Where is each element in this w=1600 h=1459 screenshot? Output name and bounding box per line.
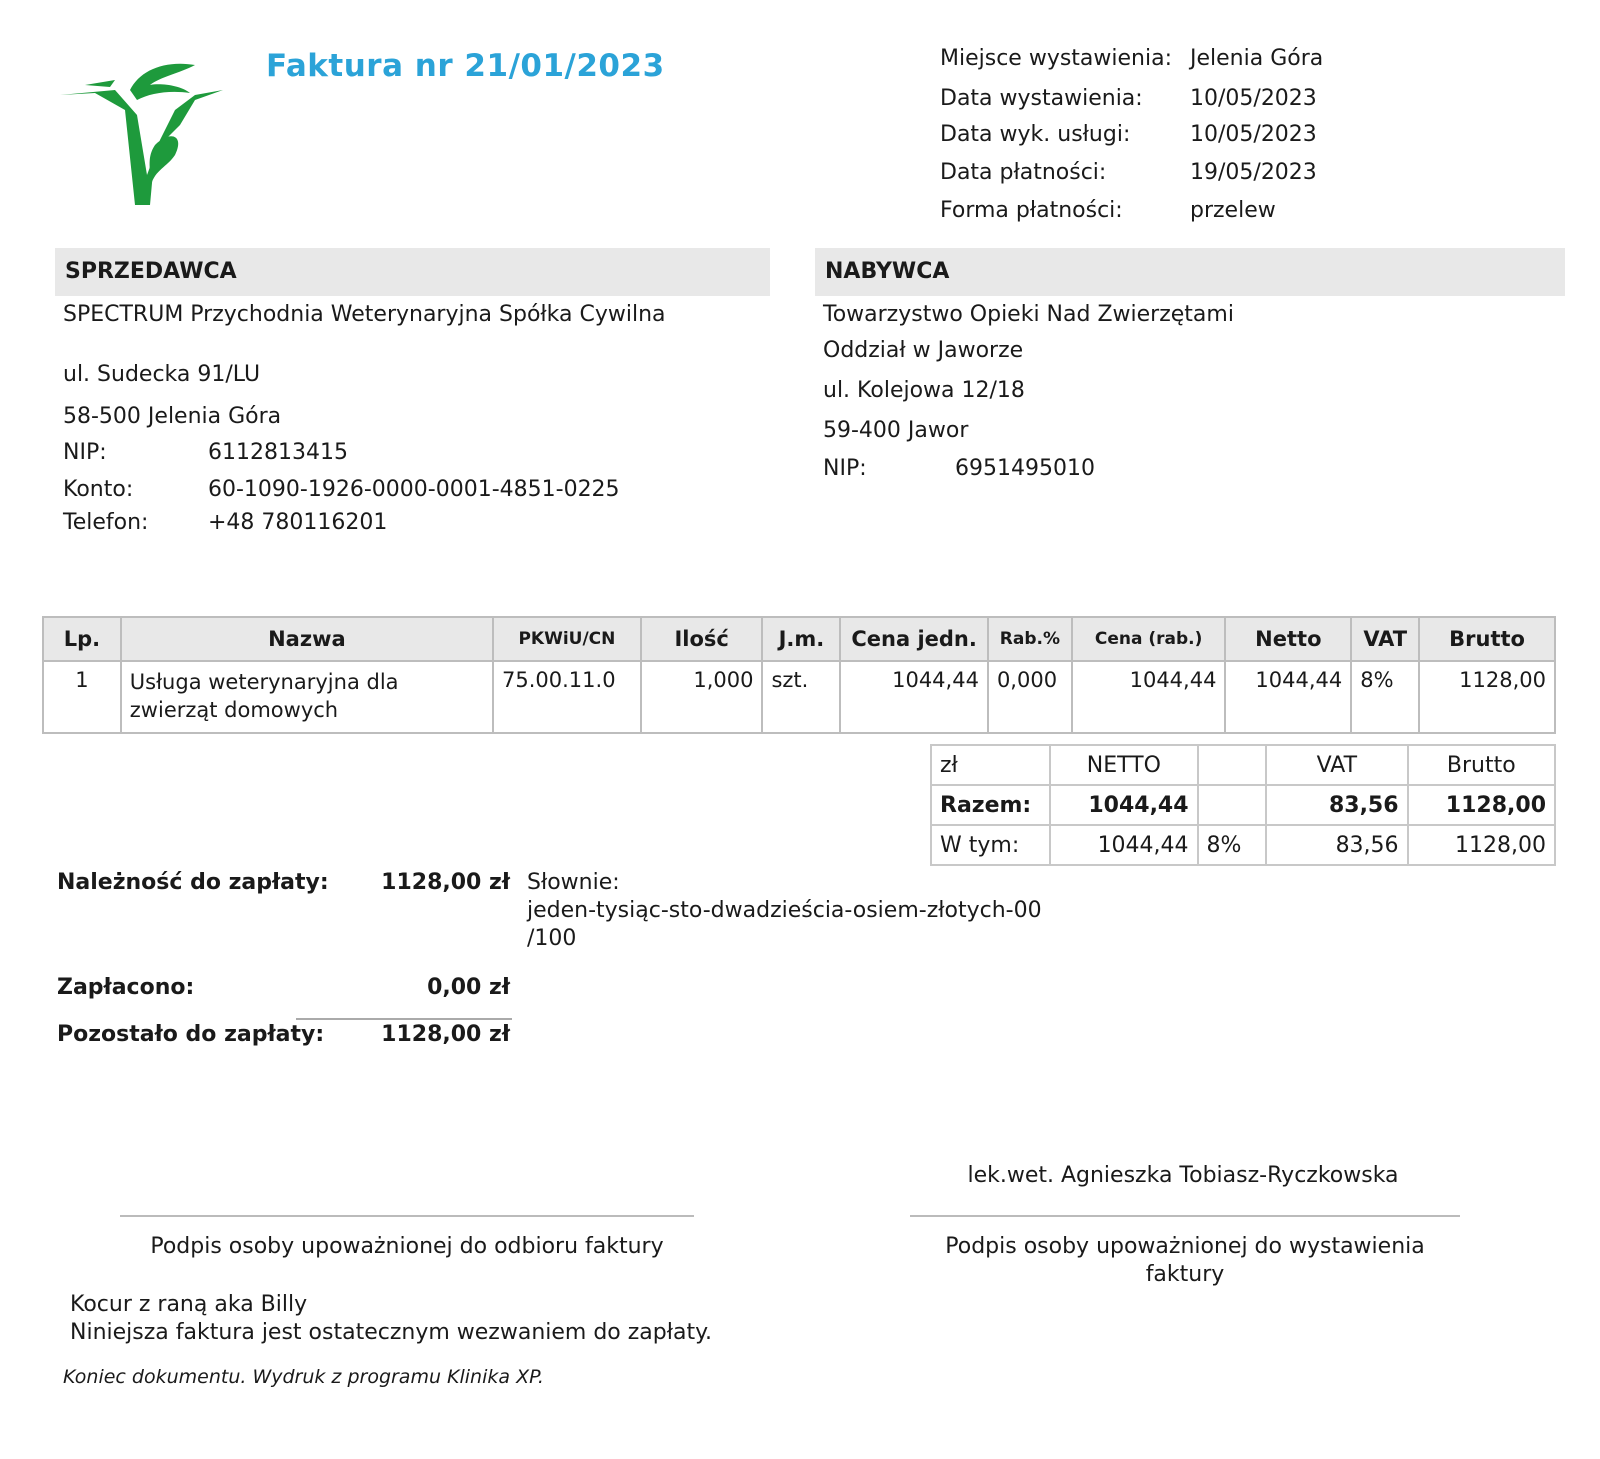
remaining-label: Pozostało do zapłaty:: [57, 1022, 325, 1047]
summary-total-row: [931, 785, 1555, 825]
issuer-signature-caption: faktury: [1145, 1262, 1225, 1287]
summary-razem-label: Razem:: [931, 785, 1050, 825]
issuer-signature-caption: Podpis osoby upoważnionej do wystawienia: [945, 1234, 1425, 1259]
paid-label: Zapłacono:: [57, 975, 195, 1000]
cell-nazwa-line: zwierząt domowych: [129, 698, 339, 722]
issuer-signature-line: [910, 1215, 1460, 1217]
document-footer: Koniec dokumentu. Wydruk z programu Klinika XP.: [63, 1366, 544, 1388]
cell-cena-rab: 1044,44: [1072, 661, 1226, 733]
buyer-street: ul. Kolejowa 12/18: [823, 378, 1025, 403]
cell-pkwiu: 75.00.11.0: [493, 661, 641, 733]
summary-header-row: [931, 745, 1555, 785]
meta-label: Miejsce wystawienia:: [940, 46, 1172, 71]
note-line: Kocur z raną aka Billy: [70, 1292, 308, 1317]
meta-value: przelew: [1190, 198, 1276, 223]
cell-netto: 1044,44: [1225, 661, 1351, 733]
buyer-city: 59-400 Jawor: [823, 418, 969, 443]
issuer-name: lek.wet. Agnieszka Tobiasz-Ryczkowska: [967, 1163, 1399, 1188]
paid-divider: [296, 1018, 512, 1020]
summary-wtym-vat: 83,56: [1266, 825, 1407, 865]
summary-wtym-rate: 8%: [1198, 825, 1267, 865]
summary-wtym-label: W tym:: [931, 825, 1050, 865]
cell-vat: 8%: [1351, 661, 1419, 733]
seller-city: 58-500 Jelenia Góra: [63, 404, 282, 429]
buyer-nip: 6951495010: [955, 456, 1095, 481]
receiver-signature-line: [120, 1215, 694, 1217]
cell-nazwa-line: Usługa weterynaryjna dla: [129, 670, 399, 694]
col-jm: J.m.: [762, 617, 840, 661]
seller-telefon: +48 780116201: [208, 510, 388, 535]
seller-header: SPRZEDAWCA: [55, 248, 770, 296]
remaining-value: 1128,00 zł: [381, 1022, 510, 1047]
seller-telefon-label: Telefon:: [63, 510, 149, 535]
col-cena-rab: Cena (rab.): [1072, 617, 1226, 661]
col-lp: Lp.: [43, 617, 121, 661]
cell-rab: 0,000: [988, 661, 1072, 733]
cell-cena: 1044,44: [840, 661, 988, 733]
cell-jm: szt.: [762, 661, 840, 733]
col-cena: Cena jedn.: [840, 617, 988, 661]
summary-h-rate: [1198, 745, 1267, 785]
meta-value: 10/05/2023: [1190, 86, 1317, 111]
col-netto: Netto: [1225, 617, 1351, 661]
summary-h-brutto: Brutto: [1408, 745, 1555, 785]
vat-summary-table: [930, 744, 1556, 866]
invoice-title: Faktura nr 21/01/2023: [266, 48, 665, 84]
col-nazwa: Nazwa: [121, 617, 493, 661]
table-row: [43, 661, 1555, 733]
summary-razem-vat: 83,56: [1266, 785, 1407, 825]
buyer-name: Towarzystwo Opieki Nad Zwierzętami: [823, 302, 1234, 327]
meta-label: Data płatności:: [940, 160, 1107, 185]
buyer-branch: Oddział w Jaworze: [823, 338, 1024, 363]
col-vat: VAT: [1351, 617, 1419, 661]
amount-words-line: jeden-tysiąc-sto-dwadzieścia-osiem-złotych-00: [527, 898, 1042, 923]
meta-value: 10/05/2023: [1190, 122, 1317, 147]
col-brutto: Brutto: [1419, 617, 1555, 661]
meta-label: Data wyk. usługi:: [940, 122, 1131, 147]
meta-value: Jelenia Góra: [1190, 46, 1324, 71]
cell-nazwa: [121, 661, 493, 733]
col-pkwiu: PKWiU/CN: [493, 617, 641, 661]
buyer-nip-label: NIP:: [823, 456, 867, 481]
amount-due-value: 1128,00 zł: [381, 870, 510, 895]
summary-razem-brutto: 1128,00: [1408, 785, 1555, 825]
seller-street: ul. Sudecka 91/LU: [63, 362, 261, 387]
summary-h-vat: VAT: [1266, 745, 1407, 785]
seller-konto-label: Konto:: [63, 477, 134, 502]
summary-razem-rate: [1198, 785, 1267, 825]
col-ilosc: Ilość: [641, 617, 763, 661]
summary-breakdown-row: [931, 825, 1555, 865]
seller-name: SPECTRUM Przychodnia Weterynaryjna Spółka Cywilna: [63, 302, 666, 327]
paid-value: 0,00 zł: [427, 975, 510, 1000]
amount-words-line: /100: [527, 926, 577, 951]
receiver-signature-caption: Podpis osoby upoważnionej do odbioru faktury: [150, 1234, 664, 1259]
summary-razem-netto: 1044,44: [1050, 785, 1197, 825]
meta-label: Data wystawienia:: [940, 86, 1143, 111]
col-rab: Rab.%: [988, 617, 1072, 661]
note-line: Niniejsza faktura jest ostatecznym wezwaniem do zapłaty.: [70, 1320, 712, 1345]
summary-wtym-netto: 1044,44: [1050, 825, 1197, 865]
seller-nip-label: NIP:: [63, 440, 107, 465]
summary-h-netto: NETTO: [1050, 745, 1197, 785]
amount-words-label: Słownie:: [527, 870, 620, 895]
buyer-header: NABYWCA: [815, 248, 1565, 296]
seller-konto: 60-1090-1926-0000-0001-4851-0225: [208, 477, 620, 502]
cell-ilosc: 1,000: [641, 661, 763, 733]
items-table: [42, 616, 1556, 734]
cell-brutto: 1128,00: [1419, 661, 1555, 733]
cell-lp: 1: [43, 661, 121, 733]
seller-nip: 6112813415: [208, 440, 348, 465]
clinic-logo-icon: [55, 55, 230, 210]
items-header-row: [43, 617, 1555, 661]
meta-label: Forma płatności:: [940, 198, 1123, 223]
amount-due-label: Należność do zapłaty:: [57, 870, 329, 895]
summary-currency: zł: [931, 745, 1050, 785]
summary-wtym-brutto: 1128,00: [1408, 825, 1555, 865]
meta-value: 19/05/2023: [1190, 160, 1317, 185]
